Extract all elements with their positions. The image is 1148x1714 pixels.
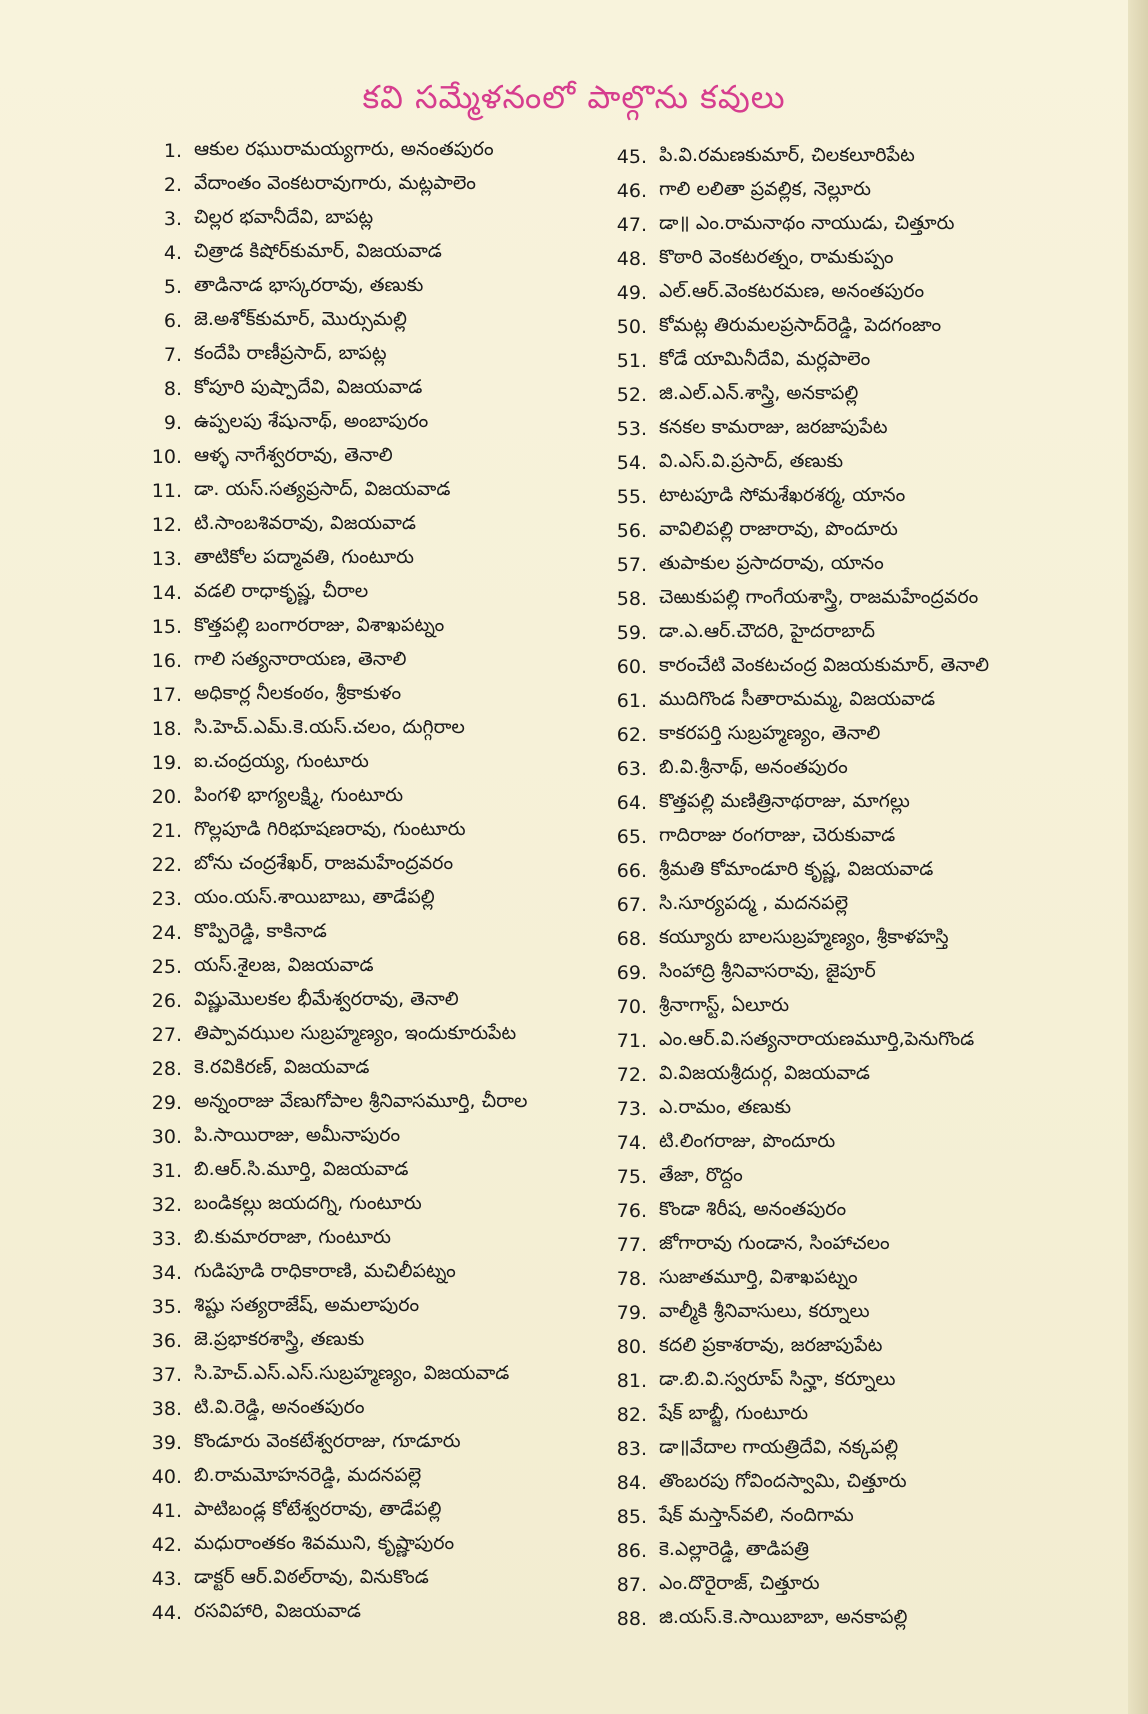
poet-name: కోపూరి పుష్పాదేవి, విజయవాడ — [194, 375, 423, 398]
poet-name: టి.వి.రెడ్డి, అనంతపురం — [194, 1395, 365, 1418]
list-item — [120, 814, 560, 848]
item-number: 82. — [616, 1404, 647, 1426]
list-item — [120, 1528, 560, 1562]
list-item — [120, 950, 560, 984]
list-item — [120, 1256, 560, 1290]
item-number: 15. — [151, 616, 182, 638]
poet-name: కొత్తపల్లి బంగారరాజు, విశాఖపట్నం — [194, 613, 445, 636]
item-number: 43. — [151, 1568, 182, 1590]
list-item — [585, 1466, 1025, 1500]
poet-name: గాదిరాజు రంగరాజు, చెరుకువాడ — [659, 823, 896, 846]
item-number: 68. — [616, 928, 647, 950]
item-number: 59. — [616, 622, 647, 644]
poet-name: తాడినాడ భాస్కరరావు, తణుకు — [194, 273, 424, 296]
item-number: 4. — [163, 242, 182, 264]
item-number: 16. — [151, 650, 182, 672]
poet-list-right — [585, 140, 1025, 1636]
poet-name: కదలి ప్రకాశరావు, జరజాపుపేట — [659, 1333, 883, 1356]
item-number: 51. — [616, 350, 647, 372]
list-item — [585, 242, 1025, 276]
list-item — [585, 990, 1025, 1024]
list-item — [120, 1154, 560, 1188]
poet-name: బి.వి.శ్రీనాథ్, అనంతపురం — [659, 755, 848, 778]
item-number: 18. — [151, 718, 182, 740]
poet-name: షేక్ మస్తాన్‌వలి, నందిగామ — [659, 1503, 854, 1526]
poet-name: డా.ఎ.ఆర్.చౌదరి, హైదరాబాద్ — [659, 619, 876, 642]
poet-name: మధురాంతకం శివముని, కృష్ణాపురం — [194, 1531, 455, 1554]
list-item — [585, 1058, 1025, 1092]
list-item — [120, 338, 560, 372]
item-number: 50. — [616, 316, 647, 338]
poet-name: కాకరపర్తి సుబ్రహ్మణ్యం, తెనాలి — [659, 721, 881, 744]
poet-name: అన్నంరాజు వేణుగోపాల శ్రీనివాసమూర్తి, చీరాల — [194, 1089, 528, 1112]
list-item — [585, 480, 1025, 514]
poet-name: బోను చంద్రశేఖర్, రాజమహేంద్రవరం — [194, 851, 454, 874]
item-number: 31. — [151, 1160, 182, 1182]
poet-name: షేక్ బాబ్జీ, గుంటూరు — [659, 1401, 809, 1424]
item-number: 74. — [616, 1132, 647, 1154]
list-item — [120, 372, 560, 406]
item-number: 66. — [616, 860, 647, 882]
list-item — [120, 1018, 560, 1052]
item-number: 29. — [151, 1092, 182, 1114]
item-number: 1. — [163, 140, 182, 162]
poet-name: కొండా శిరీష, అనంతపురం — [659, 1197, 847, 1220]
poet-name: డా॥ ఎం.రామనాథం నాయుడు, చిత్తూరు — [659, 211, 955, 234]
item-number: 23. — [151, 888, 182, 910]
list-item — [585, 956, 1025, 990]
item-number: 28. — [151, 1058, 182, 1080]
poet-name: డాక్టర్ ఆర్.విఠల్‌రావు, వినుకొండ — [194, 1565, 429, 1588]
poet-name: యస్.శైలజ, విజయవాడ — [194, 953, 374, 976]
poet-name: తిప్పావఝుల సుబ్రహ్మణ్యం, ఇందుకూరుపేట — [194, 1021, 517, 1044]
item-number: 27. — [151, 1024, 182, 1046]
list-item — [120, 1188, 560, 1222]
poet-name: కె.ఎల్లారెడ్డి, తాడిపత్రి — [659, 1537, 809, 1560]
list-item — [120, 678, 560, 712]
item-number: 22. — [151, 854, 182, 876]
item-number: 55. — [616, 486, 647, 508]
poet-name: డా॥వేదాల గాయత్రిదేవి, నక్కపల్లి — [659, 1435, 899, 1458]
item-number: 41. — [151, 1500, 182, 1522]
list-item — [585, 1228, 1025, 1262]
poet-name: ఆకుల రఘురామయ్యగారు, అనంతపురం — [194, 137, 494, 160]
item-number: 86. — [616, 1540, 647, 1562]
list-item — [585, 412, 1025, 446]
list-item — [585, 582, 1025, 616]
list-item — [120, 1086, 560, 1120]
poet-name: సి.హెచ్.ఎమ్.కె.యస్.చలం, దుగ్గిరాల — [194, 715, 465, 738]
item-number: 45. — [616, 146, 647, 168]
poet-name: తొంబరపు గోవిందస్వామి, చిత్తూరు — [659, 1469, 907, 1492]
list-item — [585, 446, 1025, 480]
poet-name: సింహాద్రి శ్రీనివాసరావు, జైపూర్ — [659, 959, 876, 982]
poet-name: కందేపి రాణీప్రసాద్, బాపట్ల — [194, 341, 387, 364]
item-number: 63. — [616, 758, 647, 780]
item-number: 42. — [151, 1534, 182, 1556]
poet-name: రసవిహారి, విజయవాడ — [194, 1599, 361, 1622]
poet-name: చిల్లర భవానీదేవి, బాపట్ల — [194, 205, 374, 228]
list-item — [120, 1324, 560, 1358]
poet-name: శ్రీమతి కోమాండూరి కృష్ణ, విజయవాడ — [659, 857, 934, 880]
poet-name: బి.ఆర్.సి.మూర్తి, విజయవాడ — [194, 1157, 409, 1180]
poet-name: ఎం.ఆర్.వి.సత్యనారాయణమూర్తి,పెనుగొండ — [659, 1027, 975, 1050]
item-number: 46. — [616, 180, 647, 202]
poet-name: తేజా, రొద్దం — [659, 1163, 743, 1186]
poet-name: వేదాంతం వెంకటరావుగారు, మట్లపాలెం — [194, 171, 476, 194]
list-item — [120, 1392, 560, 1426]
item-number: 53. — [616, 418, 647, 440]
poet-name: పాటిబండ్ల కోటేశ్వరరావు, తాడేపల్లి — [194, 1497, 442, 1520]
item-number: 34. — [151, 1262, 182, 1284]
item-number: 71. — [616, 1030, 647, 1052]
list-item — [120, 780, 560, 814]
item-number: 11. — [151, 480, 182, 502]
item-number: 9. — [163, 412, 182, 434]
list-item — [585, 888, 1025, 922]
list-item — [585, 1024, 1025, 1058]
item-number: 33. — [151, 1228, 182, 1250]
item-number: 67. — [616, 894, 647, 916]
poet-name: వావిలిపల్లి రాజారావు, పొందూరు — [659, 517, 898, 540]
list-item — [120, 1120, 560, 1154]
list-item — [120, 712, 560, 746]
list-item — [585, 616, 1025, 650]
item-number: 80. — [616, 1336, 647, 1358]
poet-name: బి.రామమోహనరెడ్డి, మదనపల్లె — [194, 1463, 422, 1486]
page-edge — [1128, 0, 1148, 1714]
list-item — [120, 1596, 560, 1630]
poet-name: గాలి లలితా ప్రవల్లిక, నెల్లూరు — [659, 177, 871, 200]
list-item — [120, 1562, 560, 1596]
poet-name: యం.యస్.శాయిబాబు, తాడేపల్లి — [194, 885, 435, 908]
poet-name: కొఠారి వెంకటరత్నం, రామకుప్పం — [659, 245, 894, 268]
poet-name: సి.సూర్యపద్మ , మదనపల్లె — [659, 891, 849, 914]
poet-name: జి.యస్.కె.సాయిబాబా, అనకాపల్లి — [659, 1605, 908, 1628]
poet-name: సుజాతమూర్తి, విశాఖపట్నం — [659, 1265, 858, 1288]
item-number: 76. — [616, 1200, 647, 1222]
list-item — [120, 1494, 560, 1528]
item-number: 75. — [616, 1166, 647, 1188]
poet-name: వి.విజయశ్రీదుర్గ, విజయవాడ — [659, 1061, 870, 1084]
poet-name: అధికార్ల నీలకంఠం, శ్రీకాకుళం — [194, 681, 402, 704]
list-item — [585, 140, 1025, 174]
item-number: 2. — [163, 174, 182, 196]
poet-name: కారంచేటి వెంకటచంద్ర విజయకుమార్, తెనాలి — [659, 653, 990, 676]
poet-name: బి.కుమారరాజా, గుంటూరు — [194, 1225, 391, 1248]
poet-name: కయ్యూరు బాలసుబ్రహ్మణ్యం, శ్రీకాళహస్తి — [659, 925, 949, 948]
item-number: 21. — [151, 820, 182, 842]
list-item — [120, 542, 560, 576]
poet-name: కె.రవికిరణ్, విజయవాడ — [194, 1055, 370, 1078]
poet-name: గాలి సత్యనారాయణ, తెనాలి — [194, 647, 407, 670]
item-number: 6. — [163, 310, 182, 332]
list-item — [120, 202, 560, 236]
poet-name: టి.లింగరాజు, పొందూరు — [659, 1129, 836, 1152]
item-number: 84. — [616, 1472, 647, 1494]
item-number: 30. — [151, 1126, 182, 1148]
poet-name: కొత్తపల్లి మణిత్రినాథరాజు, మాగల్లు — [659, 789, 910, 812]
poet-name: వాల్మీకి శ్రీనివాసులు, కర్నూలు — [659, 1299, 870, 1322]
poet-list-left — [120, 134, 560, 1630]
poet-name: కొండూరు వెంకటేశ్వరరాజు, గూడూరు — [194, 1429, 461, 1452]
list-item — [585, 1398, 1025, 1432]
item-number: 14. — [151, 582, 182, 604]
list-item — [585, 208, 1025, 242]
list-item — [120, 610, 560, 644]
item-number: 58. — [616, 588, 647, 610]
poet-name: విష్ణుమొలకల భీమేశ్వరరావు, తెనాలి — [194, 987, 459, 1010]
poet-name: టాటపూడి సోమశేఖరశర్మ, యానం — [659, 483, 906, 506]
list-item — [120, 1426, 560, 1460]
list-item — [120, 882, 560, 916]
list-item — [585, 514, 1025, 548]
item-number: 85. — [616, 1506, 647, 1528]
list-item — [585, 922, 1025, 956]
poet-name: కోమట్ల తిరుమలప్రసాద్‌రెడ్డి, పెదగంజాం — [659, 313, 942, 336]
list-item — [585, 1500, 1025, 1534]
list-item — [120, 848, 560, 882]
poet-name: ఐ.చంద్రయ్య, గుంటూరు — [194, 749, 369, 772]
poet-name: ఎల్.ఆర్.వెంకటరమణ, అనంతపురం — [659, 279, 925, 302]
poet-name: కనకల కామరాజు, జరజాపుపేట — [659, 415, 888, 438]
list-item — [585, 310, 1025, 344]
item-number: 48. — [616, 248, 647, 270]
list-item — [120, 644, 560, 678]
list-item — [585, 1262, 1025, 1296]
poet-name: జోగారావు గుండాన, సింహాచలం — [659, 1231, 890, 1254]
list-item — [585, 276, 1025, 310]
list-item — [120, 270, 560, 304]
poet-name: గొల్లపూడి గిరిభూషణరావు, గుంటూరు — [194, 817, 466, 840]
page-title: కవి సమ్మేళనంలో పాల్గొను కవులు — [362, 78, 786, 116]
item-number: 37. — [151, 1364, 182, 1386]
poet-name: ఉప్పలపు శేషునాథ్, అంబాపురం — [194, 409, 429, 432]
poet-name: ఆళ్ళ నాగేశ్వరరావు, తెనాలి — [194, 443, 393, 466]
poet-name: డా. యస్.సత్యప్రసాద్, విజయవాడ — [194, 477, 451, 500]
list-item — [120, 1290, 560, 1324]
list-item — [585, 1160, 1025, 1194]
poet-name: చిత్రాడ కిషోర్‌కుమార్, విజయవాడ — [194, 239, 442, 262]
poet-name: పి.సాయిరాజు, అమీనాపురం — [194, 1123, 401, 1146]
list-item — [120, 474, 560, 508]
item-number: 10. — [151, 446, 182, 468]
item-number: 77. — [616, 1234, 647, 1256]
list-item — [585, 1330, 1025, 1364]
item-number: 64. — [616, 792, 647, 814]
list-item — [585, 1296, 1025, 1330]
item-number: 8. — [163, 378, 182, 400]
poet-name: జె.ప్రభాకరశాస్త్రి, తణుకు — [194, 1327, 365, 1350]
item-number: 44. — [151, 1602, 182, 1624]
poet-name: పి.వి.రమణకుమార్, చిలకలూరిపేట — [659, 143, 915, 166]
item-number: 38. — [151, 1398, 182, 1420]
item-number: 3. — [163, 208, 182, 230]
item-number: 62. — [616, 724, 647, 746]
poet-name: జె.అశోక్‌కుమార్, మొర్సుమల్లి — [194, 307, 407, 330]
item-number: 70. — [616, 996, 647, 1018]
list-item — [585, 548, 1025, 582]
item-number: 83. — [616, 1438, 647, 1460]
item-number: 35. — [151, 1296, 182, 1318]
list-item — [585, 1194, 1025, 1228]
item-number: 61. — [616, 690, 647, 712]
item-number: 25. — [151, 956, 182, 978]
list-item — [585, 718, 1025, 752]
item-number: 32. — [151, 1194, 182, 1216]
item-number: 72. — [616, 1064, 647, 1086]
poet-name: టి.సాంబశివరావు, విజయవాడ — [194, 511, 416, 534]
list-item — [585, 820, 1025, 854]
list-item — [585, 684, 1025, 718]
list-item — [120, 508, 560, 542]
list-item — [585, 378, 1025, 412]
poet-name: వడలి రాధాకృష్ణ, చీరాల — [194, 579, 369, 602]
item-number: 54. — [616, 452, 647, 474]
poet-name: జి.ఎల్.ఎన్.శాస్త్రి, అనకాపల్లి — [659, 381, 859, 404]
poet-name: శిష్టు సత్యరాజేష్, అమలాపురం — [194, 1293, 420, 1316]
item-number: 69. — [616, 962, 647, 984]
item-number: 57. — [616, 554, 647, 576]
item-number: 78. — [616, 1268, 647, 1290]
list-item — [120, 984, 560, 1018]
poet-name: చెఱుకుపల్లి గాంగేయశాస్త్రి, రాజమహేంద్రవరం — [659, 585, 979, 608]
poet-name: ఎం.దొరైరాజ్, చిత్తూరు — [659, 1571, 820, 1594]
list-item — [120, 304, 560, 338]
item-number: 52. — [616, 384, 647, 406]
list-item — [585, 854, 1025, 888]
poet-name: తాటికోల పద్మావతి, గుంటూరు — [194, 545, 414, 568]
list-item — [120, 134, 560, 168]
poet-name: ముదిగొండ సీతారామమ్మ, విజయవాడ — [659, 687, 936, 710]
poet-name: గుడిపూడి రాధికారాణి, మచిలీపట్నం — [194, 1259, 456, 1282]
item-number: 47. — [616, 214, 647, 236]
list-item — [585, 650, 1025, 684]
item-number: 56. — [616, 520, 647, 542]
item-number: 87. — [616, 1574, 647, 1596]
list-item — [120, 168, 560, 202]
list-item — [585, 1568, 1025, 1602]
poet-name: కొప్పిరెడ్డి, కాకినాడ — [194, 919, 327, 942]
list-item — [585, 1534, 1025, 1568]
list-item — [585, 174, 1025, 208]
item-number: 81. — [616, 1370, 647, 1392]
item-number: 39. — [151, 1432, 182, 1454]
item-number: 36. — [151, 1330, 182, 1352]
poet-name: బండికల్లు జయదగ్ని, గుంటూరు — [194, 1191, 422, 1214]
poet-name: ఎ.రామం, తణుకు — [659, 1095, 792, 1118]
item-number: 7. — [163, 344, 182, 366]
list-item — [120, 746, 560, 780]
list-item — [120, 576, 560, 610]
poet-name: పింగళి భాగ్యలక్ష్మి, గుంటూరు — [194, 783, 404, 806]
list-item — [585, 1432, 1025, 1466]
item-number: 49. — [616, 282, 647, 304]
item-number: 20. — [151, 786, 182, 808]
poet-name: వి.ఎస్.వి.ప్రసాద్, తణుకు — [659, 449, 844, 472]
list-item — [120, 1460, 560, 1494]
item-number: 26. — [151, 990, 182, 1012]
list-item — [120, 916, 560, 950]
list-item — [585, 344, 1025, 378]
list-item — [120, 440, 560, 474]
list-item — [120, 1358, 560, 1392]
list-item — [585, 1126, 1025, 1160]
item-number: 79. — [616, 1302, 647, 1324]
poet-name: సి.హెచ్.ఎస్.ఎస్.సుబ్రహ్మణ్యం, విజయవాడ — [194, 1361, 510, 1384]
poet-name: కోడే యామినీదేవి, మర్లపాలెం — [659, 347, 871, 370]
list-item — [585, 1364, 1025, 1398]
item-number: 17. — [151, 684, 182, 706]
list-item — [120, 236, 560, 270]
poet-name: డా.బి.వి.స్వరూప్ సిన్హా, కర్నూలు — [659, 1367, 896, 1390]
item-number: 12. — [151, 514, 182, 536]
item-number: 40. — [151, 1466, 182, 1488]
list-item — [120, 1052, 560, 1086]
item-number: 65. — [616, 826, 647, 848]
item-number: 60. — [616, 656, 647, 678]
item-number: 24. — [151, 922, 182, 944]
list-item — [585, 1092, 1025, 1126]
item-number: 88. — [616, 1608, 647, 1630]
list-item — [585, 752, 1025, 786]
list-item — [120, 1222, 560, 1256]
poet-name: తుపాకుల ప్రసాదరావు, యానం — [659, 551, 884, 574]
item-number: 73. — [616, 1098, 647, 1120]
item-number: 13. — [151, 548, 182, 570]
item-number: 19. — [151, 752, 182, 774]
poet-name: శ్రీనాగాస్ట్, ఏలూరు — [659, 993, 790, 1016]
list-item — [585, 1602, 1025, 1636]
item-number: 5. — [163, 276, 182, 298]
list-item — [585, 786, 1025, 820]
list-item — [120, 406, 560, 440]
